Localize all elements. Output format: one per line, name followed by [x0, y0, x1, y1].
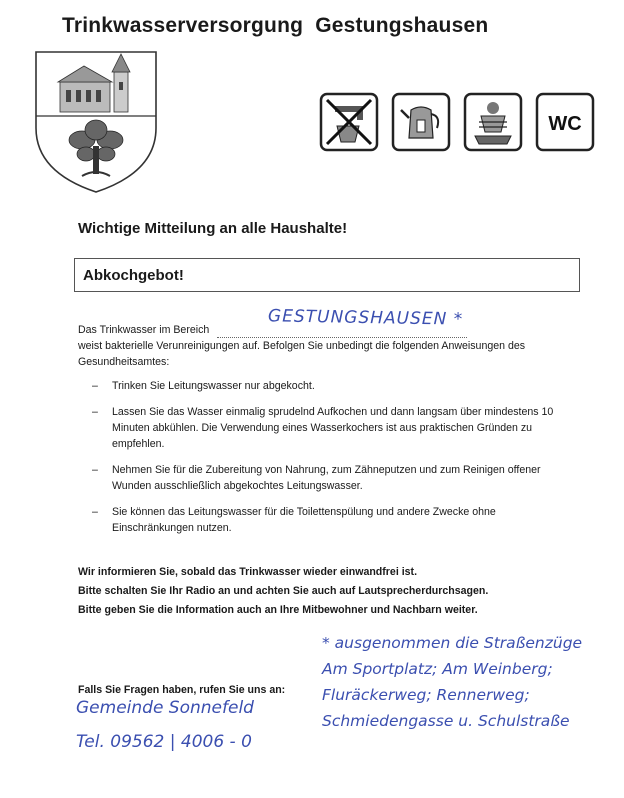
list-item: – Nehmen Sie für die Zubereitung von Nahrung, zum Zähneputzen und zum Reinigen offener Wunden ausschließlich abgekochtes Leitungswasser.: [92, 464, 541, 492]
intro-rest: weist bakterielle Verunreinigungen auf. Befolgen Sie unbedingt die folgenden Anweisungen des Gesundheitsamtes:: [78, 340, 526, 368]
page-title: Trinkwasserversorgung Gestungshausen: [62, 14, 489, 37]
contact-question: Falls Sie Fragen haben, rufen Sie uns an:: [78, 684, 286, 696]
list-item: – Sie können das Leitungswasser für die Toilettenspülung und andere Zwecke ohne Einschränkungen nutzen.: [92, 506, 496, 534]
intro-start: Das Trinkwasser im Bereich: [78, 324, 210, 336]
info-line: Bitte schalten Sie Ihr Radio an und achten Sie auch auf Lautsprecherdurchsagen.: [78, 585, 489, 597]
kettle-icon: [391, 92, 451, 152]
exception-line: Fluräckerweg; Rennerweg;: [322, 686, 530, 704]
coat-of-arms-logo: [34, 50, 158, 194]
wc-label: WC: [548, 113, 582, 135]
notice-headline: Wichtige Mitteilung an alle Haushalte!: [78, 220, 348, 237]
handwritten-contact: [76, 698, 254, 766]
handwritten-location: GESTUNGSHAUSEN *: [267, 306, 464, 330]
intro-paragraph: [78, 322, 578, 370]
notice-box-title: Abkochgebot!: [83, 267, 184, 284]
handwritten-municipality: Gemeinde Sonnefeld: [76, 698, 254, 718]
list-item: – Trinken Sie Leitungswasser nur abgekocht.: [92, 380, 315, 392]
exception-line: * ausgenommen die Straßenzüge: [322, 634, 583, 652]
handwritten-phone: Tel. 09562 | 4006 - 0: [76, 732, 252, 752]
info-block: [78, 566, 578, 623]
handwritten-exception-note: [322, 630, 618, 734]
info-line: Wir informieren Sie, sobald das Trinkwasser wieder einwandfrei ist.: [78, 566, 418, 578]
washing-icon: [463, 92, 523, 152]
instruction-list: [92, 378, 572, 546]
wc-icon: [535, 92, 595, 152]
exception-line: Am Sportplatz; Am Weinberg;: [322, 660, 553, 678]
no-drinking-water-icon: [319, 92, 379, 152]
list-item: – Lassen Sie das Wasser einmalig sprudelnd Aufkochen und dann langsam über mindestens 10 Minuten abkühlen. Die Verwendung eines Wasserkochers ist aus praktischen Gründen zu empfehlen.: [92, 406, 554, 450]
info-line: Bitte geben Sie die Information auch an Ihre Mitbewohner und Nachbarn weiter.: [78, 604, 478, 616]
notice-box: [74, 258, 580, 292]
exception-line: Schmiedengasse u. Schulstraße: [322, 712, 570, 730]
